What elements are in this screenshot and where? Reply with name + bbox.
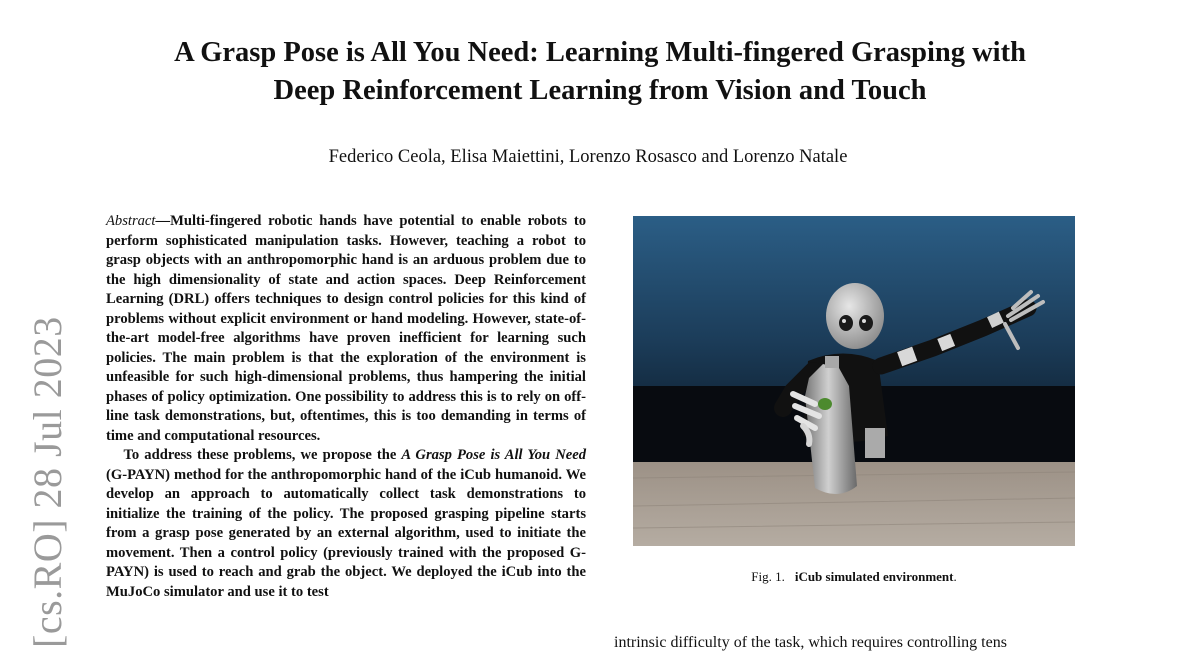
abstract-column <box>106 212 586 602</box>
abstract-text-1: Multi-fingered robotic hands have potential to enable robots to perform sophisticated manipulation tasks. However, teaching a robot to grasp objects with an anthropomorphic hand is an arduous problem due to the high dimensionality of state and action spaces. Deep Reinforcement Learning (DRL) offers techniques to design control policies for this kind of problems without explicit environment or hand modeling. However, state-of-the-art model-free algorithms have proven inefficient for learning such policies. The main problem is that the exploration of the environment is unfeasible for such high-dimensional problems, thus hampering the initial phases of policy optimization. One possibility to address this is to rely on off-line task demonstrations, but, oftentimes, this is too demanding in terms of time and computational resources. <box>106 213 586 444</box>
abstract-paragraph-1 <box>106 212 586 446</box>
figure-caption-text: iCub simulated environment <box>794 569 954 584</box>
abstract-p2-rest: (G-PAYN) method for the anthropomorphic hand of the iCub humanoid. We develop an approach to automatically collect task demonstrations to initialize the training of the policy. The proposed grasping pipeline starts from a grasp pose generated by an external algorithm, used to initiate the movement. Then a control policy (previously trained with the proposed G-PAYN) is used to reach and grab the object. We deployed the iCub into the MuJoCo simulator and use it to test <box>106 466 586 600</box>
figure-label: Fig. 1. <box>751 569 785 584</box>
authors: Federico Ceola, Elisa Maiettini, Lorenzo Rosasco and Lorenzo Natale <box>328 147 848 167</box>
method-name: A Grasp Pose is All You Need <box>401 447 586 463</box>
figure-icub-simulation <box>633 216 1075 546</box>
title-line-1: A Grasp Pose is All You Need: Learning Multi-fingered Grasping with <box>174 37 1026 68</box>
right-column-text: intrinsic difficulty of the task, which requires controlling tens <box>614 634 1007 651</box>
figure-caption <box>633 568 1075 586</box>
arxiv-stamp: [cs.RO] 28 Jul 2023 <box>25 316 70 648</box>
abstract-label: Abstract — <box>106 213 170 229</box>
icub-render-image <box>633 216 1075 546</box>
abstract-paragraph-2 <box>106 446 586 602</box>
figure-caption-end: . <box>953 569 957 584</box>
paper-title <box>60 34 1140 110</box>
abstract-p2-intro: To address these problems, we propose the <box>123 447 402 463</box>
title-line-2: Deep Reinforcement Learning from Vision and Touch <box>273 75 927 106</box>
